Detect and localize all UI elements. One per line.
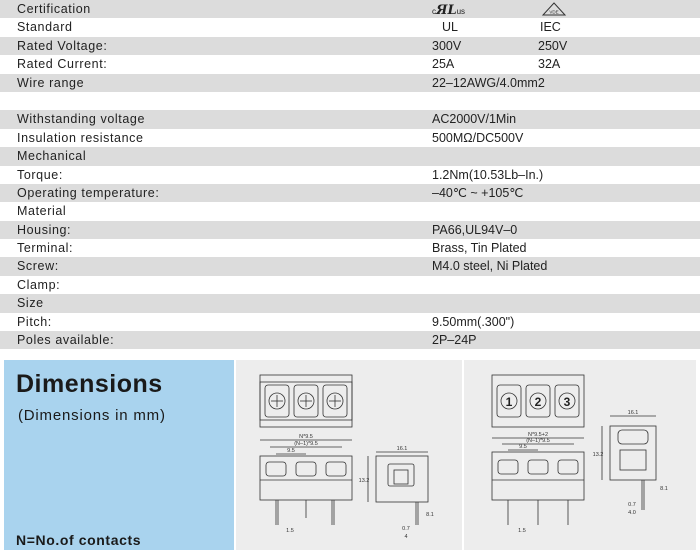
side-view-outline xyxy=(610,426,656,480)
torque-value: 1.2Nm(10.53Lb–In.) xyxy=(432,167,544,182)
dimensions-title: Dimensions xyxy=(16,370,163,398)
housing-label: Housing: xyxy=(17,222,72,237)
pitch-label: Pitch: xyxy=(17,314,52,329)
pin-length: 8.1 xyxy=(660,486,668,492)
side-width: 16.1 xyxy=(396,446,408,452)
rated-voltage-ul: 300V xyxy=(432,38,462,53)
svg-text:VDE: VDE xyxy=(549,9,559,15)
pin-w1: 0.7 xyxy=(402,526,410,532)
pole-number-2: 2 xyxy=(534,395,542,409)
dim-pin: 1.5 xyxy=(286,528,294,534)
row-withstanding-voltage xyxy=(0,110,700,128)
pin-length: 8.1 xyxy=(426,512,434,518)
rated-current-label: Rated Current: xyxy=(17,57,108,72)
side-view-outline xyxy=(376,456,428,502)
row-certification xyxy=(0,0,700,18)
dimensions-footnote: N=No.of contacts xyxy=(16,532,142,548)
row-mechanical xyxy=(0,147,700,165)
row-clamp xyxy=(0,276,700,294)
row-size xyxy=(0,294,700,312)
screw-label: Screw: xyxy=(17,259,59,274)
operating-temperature-value: –40℃ ~ +105℃ xyxy=(432,185,524,200)
poles-available-label: Poles available: xyxy=(17,333,115,348)
row-rated-current xyxy=(0,55,700,73)
pin-w1: 0.7 xyxy=(628,502,636,508)
row-insulation-resistance xyxy=(0,129,700,147)
front-view-outline xyxy=(260,456,352,500)
operating-temperature-label: Operating temperature: xyxy=(17,185,160,200)
terminal-value: Brass, Tin Plated xyxy=(432,241,527,256)
side-height: 13.2 xyxy=(358,478,370,484)
material-heading: Material xyxy=(17,204,67,219)
screw-value: M4.0 steel, Ni Plated xyxy=(432,259,548,274)
standard-iec: IEC xyxy=(540,20,561,35)
size-heading: Size xyxy=(17,296,44,311)
row-screw xyxy=(0,257,700,275)
side-width: 16.1 xyxy=(627,410,639,416)
row-terminal xyxy=(0,239,700,257)
dimensions-subtitle: (Dimensions in mm) xyxy=(18,407,166,424)
poles-available-value: 2P–24P xyxy=(432,333,477,348)
rated-voltage-iec: 250V xyxy=(538,38,568,53)
pin-w2: 4 xyxy=(404,534,408,540)
insulation-resistance-label: Insulation resistance xyxy=(17,130,144,145)
dim-inner: (N–1)*9.5 xyxy=(526,438,550,444)
row-material xyxy=(0,202,700,220)
standard-ul: UL xyxy=(442,20,458,35)
mechanical-heading: Mechanical xyxy=(17,149,87,164)
ul-listed-logo: cЯLus xyxy=(432,3,466,18)
drawing-standard-version xyxy=(236,360,462,550)
wire-range-label: Wire range xyxy=(17,75,85,90)
row-rated-voltage xyxy=(0,37,700,55)
rated-current-iec: 32A xyxy=(538,57,561,72)
dim-pin: 1.5 xyxy=(518,528,526,534)
clamp-label: Clamp: xyxy=(17,277,61,292)
front-view-outline xyxy=(492,452,584,500)
pin-w2: 4.0 xyxy=(628,510,636,516)
row-torque xyxy=(0,166,700,184)
dimensions-panel xyxy=(4,360,234,550)
housing-value: PA66,UL94V–0 xyxy=(432,222,518,237)
pole-number-1: 1 xyxy=(505,395,513,409)
row-poles-available xyxy=(0,331,700,349)
withstanding-voltage-label: Withstanding voltage xyxy=(17,112,146,127)
rated-voltage-label: Rated Voltage: xyxy=(17,38,108,53)
dim-total: N*9.5+2 xyxy=(527,432,549,438)
standard-label: Standard xyxy=(17,20,73,35)
dim-pitch: 9.5 xyxy=(287,448,295,454)
dim-pitch: 9.5 xyxy=(519,444,527,450)
withstanding-voltage-value: AC2000V/1Min xyxy=(432,112,517,127)
side-height: 13.2 xyxy=(592,452,604,458)
drawing-numbered-version xyxy=(464,360,696,550)
rated-current-ul: 25A xyxy=(432,57,455,72)
row-wire-range xyxy=(0,74,700,92)
torque-label: Torque: xyxy=(17,167,63,182)
wire-range-value: 22–12AWG/4.0mm2 xyxy=(432,75,545,90)
insulation-resistance-value: 500MΩ/DC500V xyxy=(432,130,524,145)
row-pitch xyxy=(0,313,700,331)
terminal-label: Terminal: xyxy=(17,241,74,256)
dim-total: N*9.5 xyxy=(299,434,313,440)
row-housing xyxy=(0,221,700,239)
row-operating-temperature xyxy=(0,184,700,202)
dim-inner: (N–1)*9.5 xyxy=(294,441,318,447)
row-standard xyxy=(0,18,700,36)
certification-label: Certification xyxy=(17,2,91,16)
pole-number-3: 3 xyxy=(563,395,571,409)
row-spacer xyxy=(0,92,700,110)
pitch-value: 9.50mm(.300") xyxy=(432,314,515,329)
